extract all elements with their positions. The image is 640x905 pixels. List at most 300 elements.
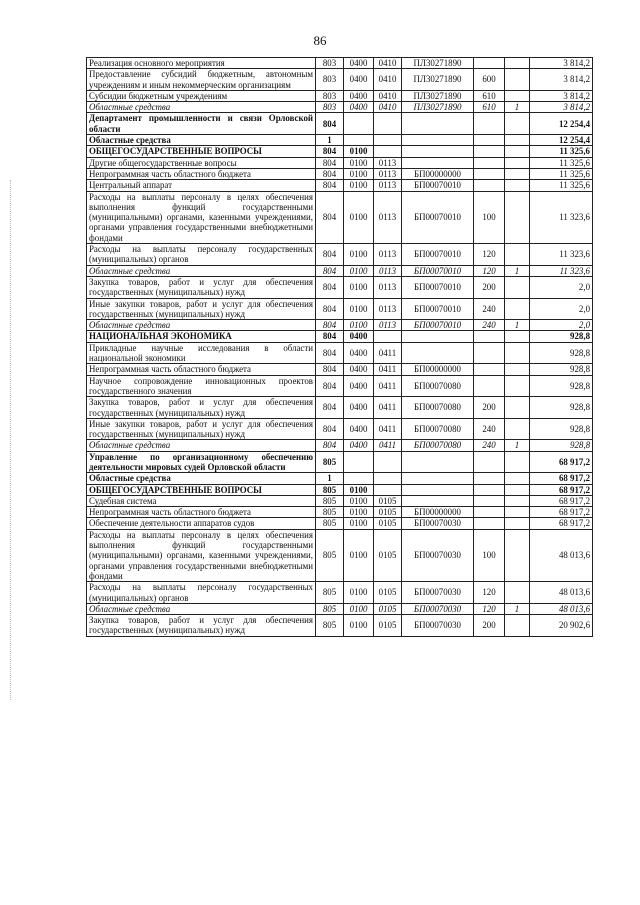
table-row	[87, 440, 593, 451]
row-expense-type-cell	[474, 342, 505, 364]
row-target-article-cell: БП00070010	[402, 191, 474, 243]
row-name-cell: Закупка товаров, работ и услуг для обеспечения государственных (муниципальных) нужд	[87, 397, 316, 419]
row-department-code-cell: 1	[316, 135, 344, 146]
row-amount-cell: 928,8	[530, 397, 593, 419]
row-name-cell: ОБЩЕГОСУДАРСТВЕННЫЕ ВОПРОСЫ	[87, 146, 316, 157]
row-department-code-cell: 804	[316, 331, 344, 342]
row-expense-type-cell: 240	[474, 418, 505, 440]
row-department-code-cell: 804	[316, 298, 344, 320]
row-department-code-cell: 803	[316, 69, 344, 91]
row-expense-type-cell	[474, 364, 505, 375]
row-subsection-code-cell: 0105	[374, 495, 402, 506]
row-expense-type-cell	[474, 495, 505, 506]
row-section-code-cell: 0400	[344, 90, 374, 101]
row-name-cell: Прикладные научные исследования в области национальной экономики	[87, 342, 316, 364]
row-target-article-cell: БП00070010	[402, 244, 474, 266]
row-subsection-code-cell: 0410	[374, 90, 402, 101]
row-department-code-cell: 1	[316, 473, 344, 484]
row-department-code-cell: 805	[316, 529, 344, 581]
table-row	[87, 168, 593, 179]
table-row	[87, 331, 593, 342]
row-source-cell: 1	[505, 320, 530, 331]
row-source-cell	[505, 113, 530, 135]
row-expense-type-cell: 120	[474, 582, 505, 604]
row-expense-type-cell	[474, 157, 505, 168]
row-department-code-cell: 804	[316, 244, 344, 266]
row-expense-type-cell: 200	[474, 276, 505, 298]
row-name-cell: Департамент промышленности и связи Орловской области	[87, 113, 316, 135]
row-subsection-code-cell	[374, 331, 402, 342]
row-subsection-code-cell: 0113	[374, 244, 402, 266]
row-name-cell: Судебная система	[87, 495, 316, 506]
row-amount-cell: 48 013,6	[530, 529, 593, 581]
row-expense-type-cell	[474, 135, 505, 146]
row-department-code-cell: 803	[316, 90, 344, 101]
row-source-cell	[505, 135, 530, 146]
row-department-code-cell: 805	[316, 451, 344, 473]
row-subsection-code-cell: 0113	[374, 180, 402, 191]
row-subsection-code-cell: 0410	[374, 102, 402, 113]
row-amount-cell: 68 917,2	[530, 484, 593, 495]
row-section-code-cell: 0400	[344, 331, 374, 342]
row-target-article-cell: БП00070030	[402, 615, 474, 637]
row-amount-cell: 3 814,2	[530, 102, 593, 113]
row-target-article-cell: ПЛ30271890	[402, 90, 474, 101]
row-amount-cell: 928,8	[530, 440, 593, 451]
row-department-code-cell: 803	[316, 102, 344, 113]
row-subsection-code-cell: 0105	[374, 529, 402, 581]
table-row	[87, 180, 593, 191]
table-row	[87, 507, 593, 518]
row-amount-cell: 928,8	[530, 331, 593, 342]
row-amount-cell: 20 902,6	[530, 615, 593, 637]
table-row	[87, 102, 593, 113]
row-department-code-cell: 804	[316, 168, 344, 179]
row-subsection-code-cell: 0113	[374, 265, 402, 276]
row-source-cell	[505, 157, 530, 168]
row-section-code-cell: 0100	[344, 495, 374, 506]
row-name-cell: Обеспечение деятельности аппаратов судов	[87, 518, 316, 529]
table-row	[87, 69, 593, 91]
row-subsection-code-cell: 0411	[374, 364, 402, 375]
row-section-code-cell: 0400	[344, 342, 374, 364]
row-amount-cell: 11 325,6	[530, 146, 593, 157]
row-section-code-cell: 0100	[344, 507, 374, 518]
row-expense-type-cell	[474, 58, 505, 69]
row-expense-type-cell	[474, 484, 505, 495]
row-source-cell	[505, 451, 530, 473]
table-row	[87, 582, 593, 604]
row-department-code-cell: 804	[316, 191, 344, 243]
row-subsection-code-cell: 0411	[374, 397, 402, 419]
row-name-cell: Предоставление субсидий бюджетным, автономным учреждениям и иным некоммерческим организациям	[87, 69, 316, 91]
table-row	[87, 244, 593, 266]
row-expense-type-cell: 600	[474, 69, 505, 91]
row-name-cell: Центральный аппарат	[87, 180, 316, 191]
row-source-cell	[505, 298, 530, 320]
row-source-cell	[505, 58, 530, 69]
row-name-cell: Областные средства	[87, 473, 316, 484]
row-section-code-cell: 0100	[344, 146, 374, 157]
table-row	[87, 320, 593, 331]
row-subsection-code-cell: 0410	[374, 69, 402, 91]
row-subsection-code-cell: 0113	[374, 191, 402, 243]
row-name-cell: Научное сопровождение инновационных проектов государственного значения	[87, 375, 316, 397]
row-source-cell	[505, 331, 530, 342]
row-amount-cell: 3 814,2	[530, 69, 593, 91]
row-target-article-cell: ПЛ30271890	[402, 102, 474, 113]
row-department-code-cell: 804	[316, 180, 344, 191]
row-subsection-code-cell	[374, 135, 402, 146]
row-target-article-cell: БП00000000	[402, 168, 474, 179]
row-source-cell	[505, 484, 530, 495]
table-row	[87, 451, 593, 473]
row-target-article-cell	[402, 146, 474, 157]
row-expense-type-cell	[474, 168, 505, 179]
row-amount-cell: 2,0	[530, 276, 593, 298]
row-expense-type-cell	[474, 375, 505, 397]
row-subsection-code-cell: 0113	[374, 168, 402, 179]
row-department-code-cell: 804	[316, 276, 344, 298]
row-subsection-code-cell: 0105	[374, 603, 402, 614]
row-department-code-cell: 804	[316, 418, 344, 440]
row-expense-type-cell: 100	[474, 191, 505, 243]
row-department-code-cell: 803	[316, 58, 344, 69]
row-department-code-cell: 805	[316, 603, 344, 614]
row-amount-cell: 928,8	[530, 418, 593, 440]
row-amount-cell: 48 013,6	[530, 582, 593, 604]
row-target-article-cell	[402, 113, 474, 135]
row-name-cell: Областные средства	[87, 440, 316, 451]
row-target-article-cell: БП00070080	[402, 440, 474, 451]
row-subsection-code-cell: 0105	[374, 615, 402, 637]
table-row	[87, 484, 593, 495]
row-section-code-cell	[344, 113, 374, 135]
row-source-cell	[505, 397, 530, 419]
row-target-article-cell: БП00070030	[402, 582, 474, 604]
row-subsection-code-cell: 0113	[374, 298, 402, 320]
row-name-cell: Областные средства	[87, 135, 316, 146]
table-row	[87, 364, 593, 375]
row-expense-type-cell: 610	[474, 90, 505, 101]
row-name-cell: Субсидии бюджетным учреждениям	[87, 90, 316, 101]
table-row	[87, 615, 593, 637]
row-expense-type-cell	[474, 507, 505, 518]
row-amount-cell: 11 325,6	[530, 180, 593, 191]
row-department-code-cell: 804	[316, 146, 344, 157]
row-name-cell: Расходы на выплаты персоналу государственных (муниципальных) органов	[87, 244, 316, 266]
row-name-cell: Расходы на выплаты персоналу государственных (муниципальных) органов	[87, 582, 316, 604]
row-source-cell	[505, 507, 530, 518]
row-department-code-cell: 805	[316, 484, 344, 495]
table-row	[87, 265, 593, 276]
row-amount-cell: 68 917,2	[530, 507, 593, 518]
row-amount-cell: 68 917,2	[530, 495, 593, 506]
row-target-article-cell: БП00070010	[402, 298, 474, 320]
row-section-code-cell	[344, 473, 374, 484]
row-section-code-cell: 0400	[344, 440, 374, 451]
scan-margin-mark	[10, 180, 12, 700]
row-target-article-cell: БП00070080	[402, 418, 474, 440]
row-section-code-cell: 0100	[344, 157, 374, 168]
row-expense-type-cell	[474, 331, 505, 342]
row-target-article-cell: БП00070030	[402, 603, 474, 614]
row-expense-type-cell: 240	[474, 440, 505, 451]
row-department-code-cell: 804	[316, 364, 344, 375]
row-amount-cell: 12 254,4	[530, 113, 593, 135]
row-amount-cell: 11 325,6	[530, 157, 593, 168]
row-target-article-cell	[402, 484, 474, 495]
row-section-code-cell: 0400	[344, 397, 374, 419]
row-target-article-cell: ПЛ30271890	[402, 69, 474, 91]
row-department-code-cell: 805	[316, 495, 344, 506]
budget-table	[86, 57, 593, 637]
row-expense-type-cell	[474, 473, 505, 484]
row-source-cell: 1	[505, 603, 530, 614]
row-source-cell	[505, 342, 530, 364]
row-amount-cell: 11 325,6	[530, 168, 593, 179]
row-amount-cell: 3 814,2	[530, 90, 593, 101]
row-source-cell	[505, 168, 530, 179]
row-subsection-code-cell	[374, 146, 402, 157]
row-expense-type-cell: 120	[474, 603, 505, 614]
row-subsection-code-cell	[374, 451, 402, 473]
table-row	[87, 113, 593, 135]
row-source-cell	[505, 146, 530, 157]
row-subsection-code-cell: 0105	[374, 518, 402, 529]
table-row	[87, 473, 593, 484]
row-amount-cell: 12 254,4	[530, 135, 593, 146]
table-row	[87, 90, 593, 101]
row-amount-cell: 68 917,2	[530, 518, 593, 529]
row-department-code-cell: 805	[316, 582, 344, 604]
row-expense-type-cell: 120	[474, 265, 505, 276]
row-department-code-cell: 805	[316, 518, 344, 529]
table-row	[87, 276, 593, 298]
row-source-cell: 1	[505, 440, 530, 451]
row-target-article-cell: БП00070030	[402, 518, 474, 529]
row-name-cell: Непрограммная часть областного бюджета	[87, 364, 316, 375]
row-name-cell: ОБЩЕГОСУДАРСТВЕННЫЕ ВОПРОСЫ	[87, 484, 316, 495]
row-target-article-cell	[402, 495, 474, 506]
row-amount-cell: 928,8	[530, 375, 593, 397]
row-source-cell	[505, 244, 530, 266]
row-subsection-code-cell: 0411	[374, 418, 402, 440]
table-row	[87, 397, 593, 419]
table-row	[87, 342, 593, 364]
row-expense-type-cell: 610	[474, 102, 505, 113]
row-name-cell: Расходы на выплаты персоналу в целях обеспечения выполнения функций государственными (муниципальными) органами, казенными учреждениями, органами управления государственными внебюджетными фондами	[87, 529, 316, 581]
row-section-code-cell	[344, 135, 374, 146]
row-department-code-cell: 805	[316, 507, 344, 518]
row-section-code-cell: 0100	[344, 615, 374, 637]
table-row	[87, 529, 593, 581]
row-section-code-cell: 0400	[344, 102, 374, 113]
row-source-cell	[505, 418, 530, 440]
row-section-code-cell: 0400	[344, 69, 374, 91]
row-section-code-cell: 0100	[344, 168, 374, 179]
row-section-code-cell: 0100	[344, 298, 374, 320]
row-subsection-code-cell	[374, 113, 402, 135]
row-section-code-cell: 0100	[344, 320, 374, 331]
row-amount-cell: 928,8	[530, 342, 593, 364]
row-section-code-cell: 0400	[344, 364, 374, 375]
row-department-code-cell: 804	[316, 342, 344, 364]
row-section-code-cell: 0400	[344, 375, 374, 397]
row-source-cell	[505, 191, 530, 243]
row-target-article-cell	[402, 135, 474, 146]
row-section-code-cell	[344, 451, 374, 473]
row-subsection-code-cell: 0105	[374, 507, 402, 518]
row-source-cell	[505, 276, 530, 298]
row-name-cell: Областные средства	[87, 320, 316, 331]
row-target-article-cell: БП00070010	[402, 180, 474, 191]
row-expense-type-cell: 120	[474, 244, 505, 266]
row-department-code-cell: 804	[316, 397, 344, 419]
row-amount-cell: 68 917,2	[530, 451, 593, 473]
row-amount-cell: 48 013,6	[530, 603, 593, 614]
row-source-cell: 1	[505, 265, 530, 276]
row-target-article-cell: БП00070010	[402, 320, 474, 331]
row-subsection-code-cell: 0410	[374, 58, 402, 69]
row-amount-cell: 3 814,2	[530, 58, 593, 69]
row-source-cell	[505, 180, 530, 191]
row-section-code-cell: 0400	[344, 418, 374, 440]
row-source-cell	[505, 90, 530, 101]
row-target-article-cell: ПЛ30271890	[402, 58, 474, 69]
row-amount-cell: 2,0	[530, 320, 593, 331]
table-row	[87, 603, 593, 614]
row-subsection-code-cell: 0105	[374, 582, 402, 604]
row-source-cell	[505, 529, 530, 581]
row-subsection-code-cell	[374, 484, 402, 495]
row-expense-type-cell	[474, 146, 505, 157]
page-number: 86	[313, 33, 327, 48]
table-row	[87, 518, 593, 529]
row-expense-type-cell: 200	[474, 397, 505, 419]
row-name-cell: Непрограммная часть областного бюджета	[87, 507, 316, 518]
row-source-cell	[505, 582, 530, 604]
row-subsection-code-cell	[374, 473, 402, 484]
row-target-article-cell	[402, 157, 474, 168]
row-section-code-cell: 0100	[344, 276, 374, 298]
row-target-article-cell: БП00070080	[402, 375, 474, 397]
row-target-article-cell: БП00070010	[402, 265, 474, 276]
row-amount-cell: 11 323,6	[530, 265, 593, 276]
row-expense-type-cell	[474, 518, 505, 529]
row-section-code-cell: 0100	[344, 191, 374, 243]
row-subsection-code-cell: 0411	[374, 440, 402, 451]
row-department-code-cell: 804	[316, 113, 344, 135]
row-source-cell	[505, 69, 530, 91]
row-amount-cell: 68 917,2	[530, 473, 593, 484]
row-amount-cell: 11 323,6	[530, 244, 593, 266]
row-name-cell: Иные закупки товаров, работ и услуг для обеспечения государственных (муниципальных) нужд	[87, 418, 316, 440]
row-expense-type-cell: 200	[474, 615, 505, 637]
row-name-cell: Областные средства	[87, 265, 316, 276]
row-expense-type-cell	[474, 113, 505, 135]
row-department-code-cell: 804	[316, 157, 344, 168]
row-expense-type-cell: 240	[474, 298, 505, 320]
row-subsection-code-cell: 0113	[374, 276, 402, 298]
row-target-article-cell: БП00070030	[402, 529, 474, 581]
row-department-code-cell: 804	[316, 375, 344, 397]
row-target-article-cell	[402, 451, 474, 473]
row-source-cell	[505, 495, 530, 506]
table-row	[87, 298, 593, 320]
row-name-cell: Закупка товаров, работ и услуг для обеспечения государственных (муниципальных) нужд	[87, 615, 316, 637]
row-section-code-cell: 0100	[344, 603, 374, 614]
row-target-article-cell: БП00000000	[402, 364, 474, 375]
table-row	[87, 146, 593, 157]
row-department-code-cell: 804	[316, 320, 344, 331]
row-expense-type-cell: 240	[474, 320, 505, 331]
row-subsection-code-cell: 0411	[374, 375, 402, 397]
row-target-article-cell	[402, 473, 474, 484]
row-expense-type-cell	[474, 180, 505, 191]
row-section-code-cell: 0100	[344, 529, 374, 581]
table-row	[87, 157, 593, 168]
row-subsection-code-cell: 0411	[374, 342, 402, 364]
row-department-code-cell: 805	[316, 615, 344, 637]
row-amount-cell: 11 323,6	[530, 191, 593, 243]
row-target-article-cell	[402, 342, 474, 364]
row-expense-type-cell	[474, 451, 505, 473]
table-row	[87, 191, 593, 243]
row-name-cell: Закупка товаров, работ и услуг для обеспечения государственных (муниципальных) нужд	[87, 276, 316, 298]
row-section-code-cell: 0100	[344, 484, 374, 495]
table-row	[87, 418, 593, 440]
table-row	[87, 495, 593, 506]
row-source-cell	[505, 518, 530, 529]
row-target-article-cell: БП00070080	[402, 397, 474, 419]
row-section-code-cell: 0100	[344, 265, 374, 276]
row-target-article-cell	[402, 331, 474, 342]
row-subsection-code-cell: 0113	[374, 320, 402, 331]
row-source-cell: 1	[505, 102, 530, 113]
row-name-cell: Областные средства	[87, 102, 316, 113]
budget-table-body	[87, 58, 593, 637]
row-section-code-cell: 0100	[344, 244, 374, 266]
table-row	[87, 58, 593, 69]
row-name-cell: Непрограммная часть областного бюджета	[87, 168, 316, 179]
row-name-cell: Реализация основного мероприятия	[87, 58, 316, 69]
row-source-cell	[505, 364, 530, 375]
row-name-cell: Расходы на выплаты персоналу в целях обеспечения выполнения функций государственными (муниципальными) органами, казенными учреждениями, органами управления государственными внебюджетными фондами	[87, 191, 316, 243]
row-name-cell: Областные средства	[87, 603, 316, 614]
row-department-code-cell: 804	[316, 265, 344, 276]
row-expense-type-cell: 100	[474, 529, 505, 581]
table-row	[87, 375, 593, 397]
row-target-article-cell: БП00000000	[402, 507, 474, 518]
row-section-code-cell: 0100	[344, 518, 374, 529]
row-section-code-cell: 0100	[344, 582, 374, 604]
row-name-cell: Другие общегосударственные вопросы	[87, 157, 316, 168]
row-section-code-cell: 0400	[344, 58, 374, 69]
row-name-cell: Управление по организационному обеспечению деятельности мировых судей Орловской области	[87, 451, 316, 473]
row-amount-cell: 928,8	[530, 364, 593, 375]
row-section-code-cell: 0100	[344, 180, 374, 191]
row-subsection-code-cell: 0113	[374, 157, 402, 168]
row-name-cell: НАЦИОНАЛЬНАЯ ЭКОНОМИКА	[87, 331, 316, 342]
row-name-cell: Иные закупки товаров, работ и услуг для обеспечения государственных (муниципальных) нужд	[87, 298, 316, 320]
row-department-code-cell: 804	[316, 440, 344, 451]
row-source-cell	[505, 473, 530, 484]
row-target-article-cell: БП00070010	[402, 276, 474, 298]
row-source-cell	[505, 615, 530, 637]
row-amount-cell: 2,0	[530, 298, 593, 320]
table-row	[87, 135, 593, 146]
